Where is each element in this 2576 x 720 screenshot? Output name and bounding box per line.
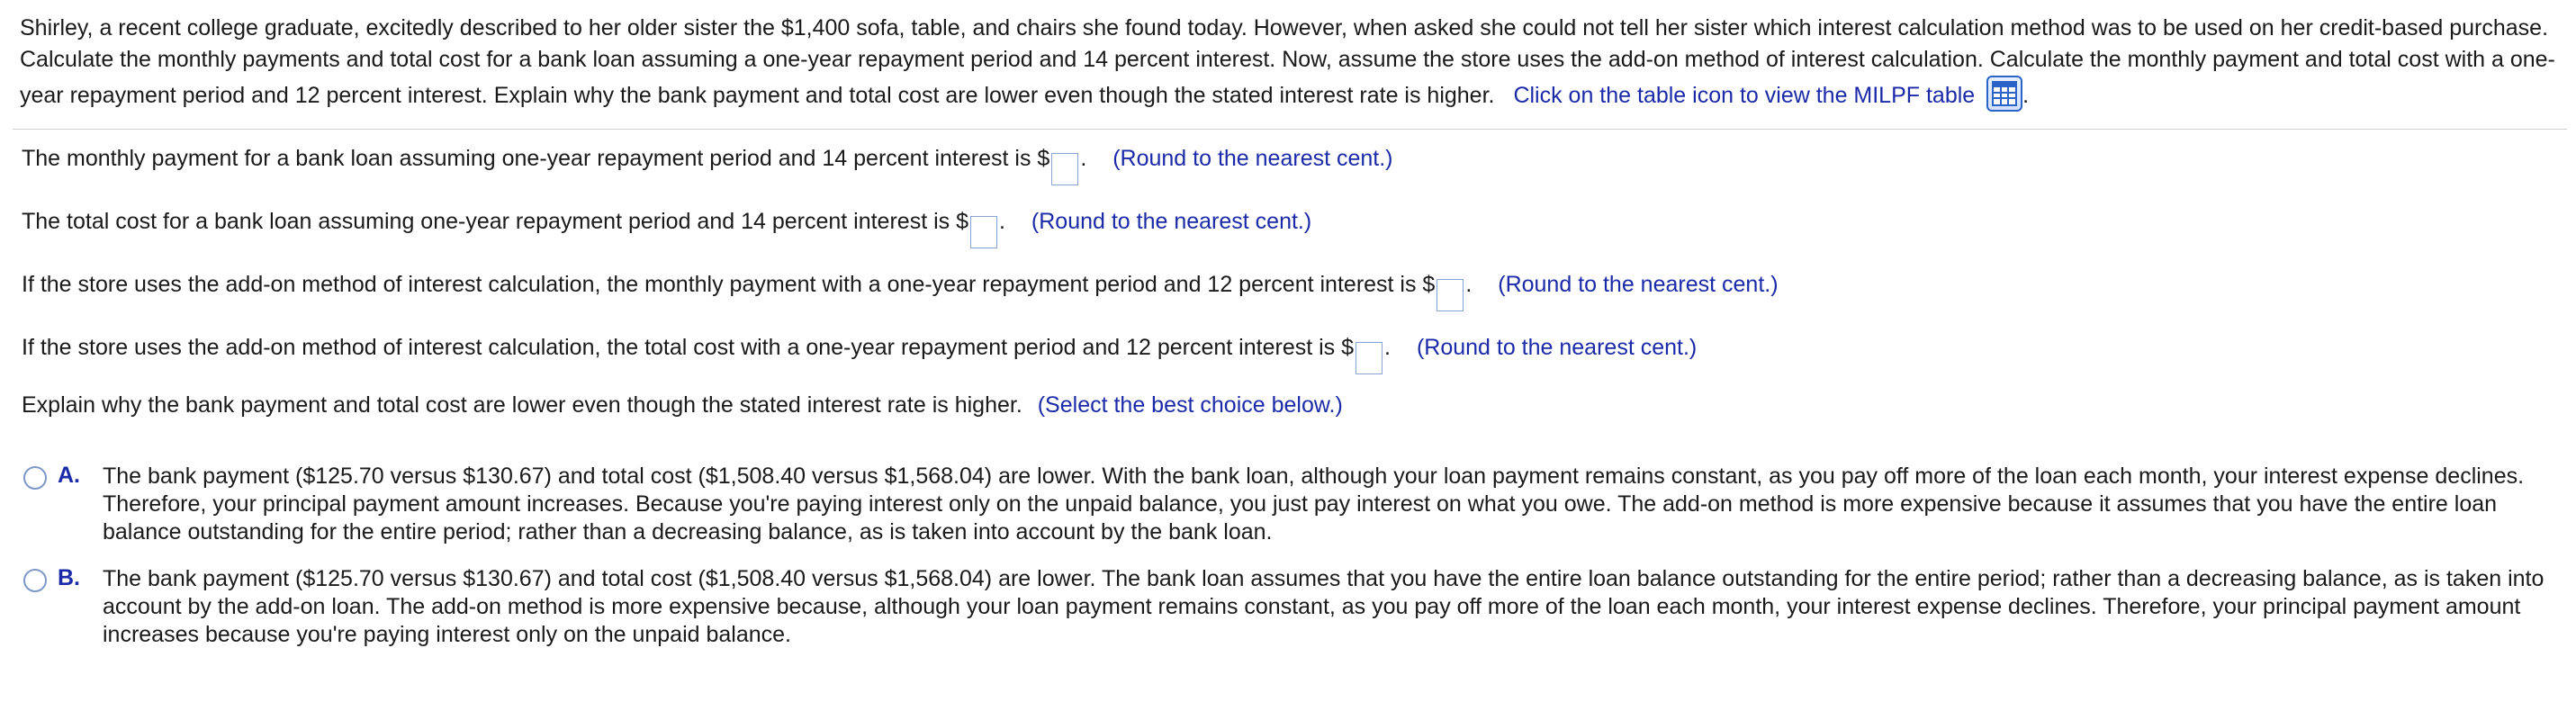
select-hint: (Select the best choice below.) (1037, 392, 1343, 418)
answer-input-total-cost-bank[interactable] (970, 216, 997, 248)
choice-letter-a: A. (58, 463, 80, 488)
answer-input-monthly-payment-bank[interactable] (1051, 153, 1078, 185)
choice-b[interactable] (23, 565, 2553, 655)
choice-letter-b: B. (58, 565, 80, 590)
question-text: If the store uses the add-on method of interest calculation, the total cost with a one-year repayment period and 12 percent interest is $ (22, 335, 1355, 360)
table-icon[interactable] (1986, 76, 2022, 112)
rounding-hint: (Round to the nearest cent.) (1112, 146, 1393, 171)
radio-choice-a[interactable] (23, 466, 47, 490)
explain-text: Explain why the bank payment and total cost are lower even though the stated interest rate is higher. (22, 392, 1022, 418)
answer-input-total-cost-addon[interactable] (1356, 342, 1383, 374)
question-text: The total cost for a bank loan assuming one-year repayment period and 14 percent interest is $ (22, 209, 968, 234)
answer-input-monthly-payment-addon[interactable] (1437, 279, 1464, 311)
question-total-cost-bank: The total cost for a bank loan assuming one-year repayment period and 14 percent interest is $ . (Round to the nearest cent.) (22, 209, 1311, 248)
explain-prompt (22, 392, 1343, 418)
question-total-cost-addon: If the store uses the add-on method of interest calculation, the total cost with a one-year repayment period and 12 percent interest is $ . (Round to the nearest cent.) (22, 335, 1697, 374)
problem-statement: Shirley, a recent college graduate, excitedly described to her older sister the $1,400 sofa, table, and chairs she found today. However, when asked she could not tell her sister which interest calculation method was to be used on her credit-based purchase. Calculate the monthly payments and total cost for a bank loan assuming a one-year repayment period and 14 percent interest. Now, assume the store uses the add-on method of interest calculation. Calculate the monthly payment and total cost with a one-year repayment period and 12 percent interest. Explain why the bank payment and total cost are lower even though the stated interest rate is higher. Click on the table icon to view the MILPF table . (20, 13, 2567, 112)
choice-a[interactable] (23, 463, 2553, 553)
divider (13, 129, 2567, 130)
rounding-hint: (Round to the nearest cent.) (1416, 335, 1698, 360)
choice-text-b: The bank payment ($125.70 versus $130.67) and total cost ($1,508.40 versus $1,568.04) are lower. The bank loan assumes that you have the entire loan balance outstanding for the entire period; rather than a decreasing balance, as is taken into account by the add-on loan. The add-on method is more expensive because, although your loan payment remains constant, as you pay off more of the loan each month, your interest expense declines. Therefore, your principal payment amount increases because you're paying interest only on the unpaid balance. (103, 566, 2544, 647)
rounding-hint: (Round to the nearest cent.) (1031, 209, 1312, 234)
question-text: If the store uses the add-on method of interest calculation, the monthly payment with a one-year repayment period and 12 percent interest is $ (22, 272, 1436, 297)
milpf-table-link[interactable]: Click on the table icon to view the MILPF table (1513, 83, 1976, 108)
rounding-hint: (Round to the nearest cent.) (1498, 272, 1779, 297)
choice-text-a: The bank payment ($125.70 versus $130.67) and total cost ($1,508.40 versus $1,568.04) are lower. With the bank loan, although your loan payment remains constant, as you pay off more of the loan each month, your interest expense declines. Therefore, your principal payment amount increases. Because you're paying interest only on the unpaid balance, you just pay interest on what you owe. The add-on method is more expensive because it assumes that you have the entire loan balance outstanding for the entire period; rather than a decreasing balance, as is taken into account by the bank loan. (103, 464, 2525, 544)
problem-text: Shirley, a recent college graduate, excitedly described to her older sister the $1,400 sofa, table, and chairs she found today. However, when asked she could not tell her sister which interest calculation method was to be used on her credit-based purchase. Calculate the monthly payments and total cost for a bank loan assuming a one-year repayment period and 14 percent interest. Now, assume the store uses the add-on method of interest calculation. Calculate the monthly payment and total cost with a one-year repayment period and 12 percent interest. Explain why the bank payment and total cost are lower even though the stated interest rate is higher. (20, 15, 2555, 108)
radio-choice-b[interactable] (23, 569, 47, 592)
question-monthly-payment-addon: If the store uses the add-on method of interest calculation, the monthly payment with a one-year repayment period and 12 percent interest is $ . (Round to the nearest cent.) (22, 272, 1779, 311)
question-text: The monthly payment for a bank loan assuming one-year repayment period and 14 percent interest is $ (22, 146, 1050, 171)
question-monthly-payment-bank: The monthly payment for a bank loan assuming one-year repayment period and 14 percent interest is $ . (Round to the nearest cent.) (22, 146, 1393, 185)
